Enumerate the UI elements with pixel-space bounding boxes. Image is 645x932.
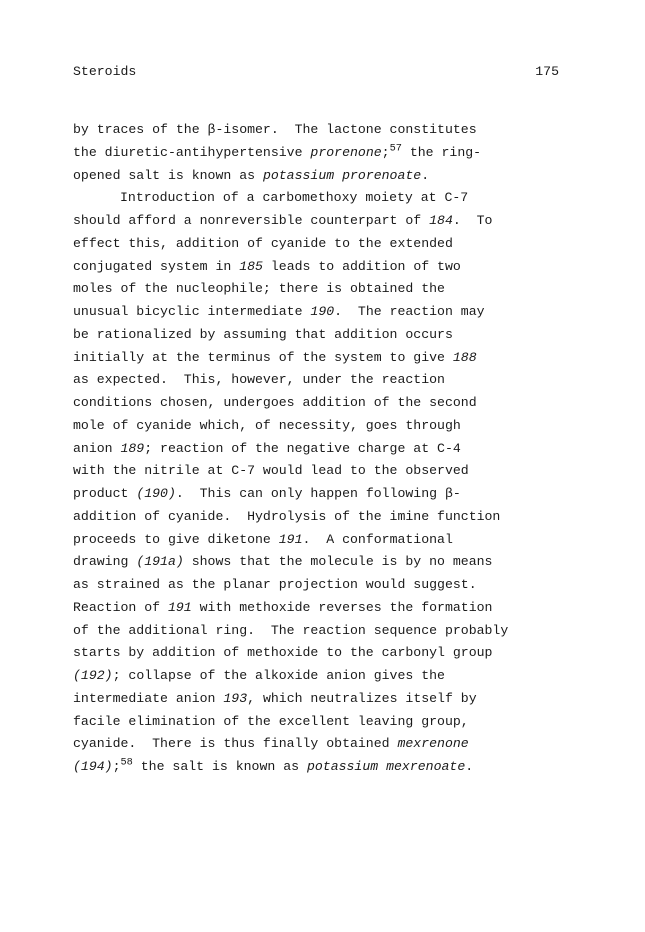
page-number: 175	[535, 64, 559, 79]
text-line: cyanide. There is thus finally obtained mexrenone	[73, 736, 469, 752]
text-line: opened salt is known as potassium prorenoate.	[73, 167, 430, 183]
body-text	[73, 119, 593, 779]
paragraph-start: Introduction of a carbomethoxy moiety at C-7	[120, 190, 469, 206]
compound-number: 191	[167, 599, 192, 615]
text-line: effect this, addition of cyanide to the extended	[73, 235, 453, 251]
text-line: starts by addition of methoxide to the carbonyl group	[73, 645, 493, 661]
compound-number: (192)	[73, 668, 113, 683]
text-line: as expected. This, however, under the reaction	[73, 372, 445, 388]
compound-number: 191	[278, 531, 303, 547]
compound-number: 190	[310, 304, 335, 319]
compound-name: mexrenone	[397, 736, 469, 752]
compound-number: (190)	[136, 486, 176, 501]
compound-number: (194)	[73, 759, 113, 774]
text-line: product (190). This can only happen following β-	[73, 486, 461, 501]
compound-number: 189	[120, 440, 145, 456]
text-line: conjugated system in 185 leads to addition of two	[73, 258, 461, 274]
reference-superscript: 58	[120, 756, 133, 769]
text-line: (192); collapse of the alkoxide anion gives the	[73, 668, 445, 683]
reference-superscript: 57	[389, 142, 402, 155]
compound-number: 184	[429, 213, 453, 228]
compound-number: (191a)	[136, 554, 184, 570]
compound-number: 193	[223, 690, 248, 706]
text-line: intermediate anion 193, which neutralizes itself by	[73, 690, 477, 706]
text-line: the diuretic-antihypertensive prorenone;$^{57}$ the ring-	[73, 142, 482, 160]
text-line: conditions chosen, undergoes addition of the second	[73, 395, 477, 410]
compound-name: prorenone	[310, 144, 382, 160]
text-line: drawing (191a) shows that the molecule is by no means	[73, 554, 493, 570]
text-line: of the additional ring. The reaction sequence probably	[73, 622, 509, 638]
page-header	[73, 62, 559, 82]
text-line: (194);$^{58}$ the salt is known as potassium mexrenoate.	[73, 756, 474, 774]
text-line: unusual bicyclic intermediate 190. The reaction may	[73, 304, 485, 319]
text-line: with the nitrile at C-7 would lead to the observed	[73, 463, 469, 479]
text-line: addition of cyanide. Hydrolysis of the imine function	[73, 508, 501, 524]
compound-name: potassium prorenoate	[262, 167, 422, 183]
running-head: Steroids	[73, 64, 137, 79]
text-line: mole of cyanide which, of necessity, goes through	[73, 417, 461, 433]
text-line: initially at the terminus of the system to give 188	[73, 349, 477, 365]
text-line: by traces of the β-isomer. The lactone constitutes	[73, 122, 477, 137]
text-line: Reaction of 191 with methoxide reverses the formation	[73, 599, 493, 615]
text-line: facile elimination of the excellent leaving group,	[73, 713, 469, 729]
text-line: moles of the nucleophile; there is obtained the	[73, 281, 445, 297]
compound-number: 185	[239, 258, 263, 274]
compound-name: potassium mexrenoate	[306, 759, 466, 774]
text-line: should afford a nonreversible counterpart of 184. To	[73, 213, 493, 228]
text-line: proceeds to give diketone 191. A conformational	[73, 531, 453, 547]
compound-number: 188	[452, 349, 477, 365]
text-line: anion 189; reaction of the negative charge at C-4	[73, 440, 461, 456]
text-line: be rationalized by assuming that addition occurs	[73, 326, 453, 342]
text-line: as strained as the planar projection would suggest.	[73, 577, 477, 592]
